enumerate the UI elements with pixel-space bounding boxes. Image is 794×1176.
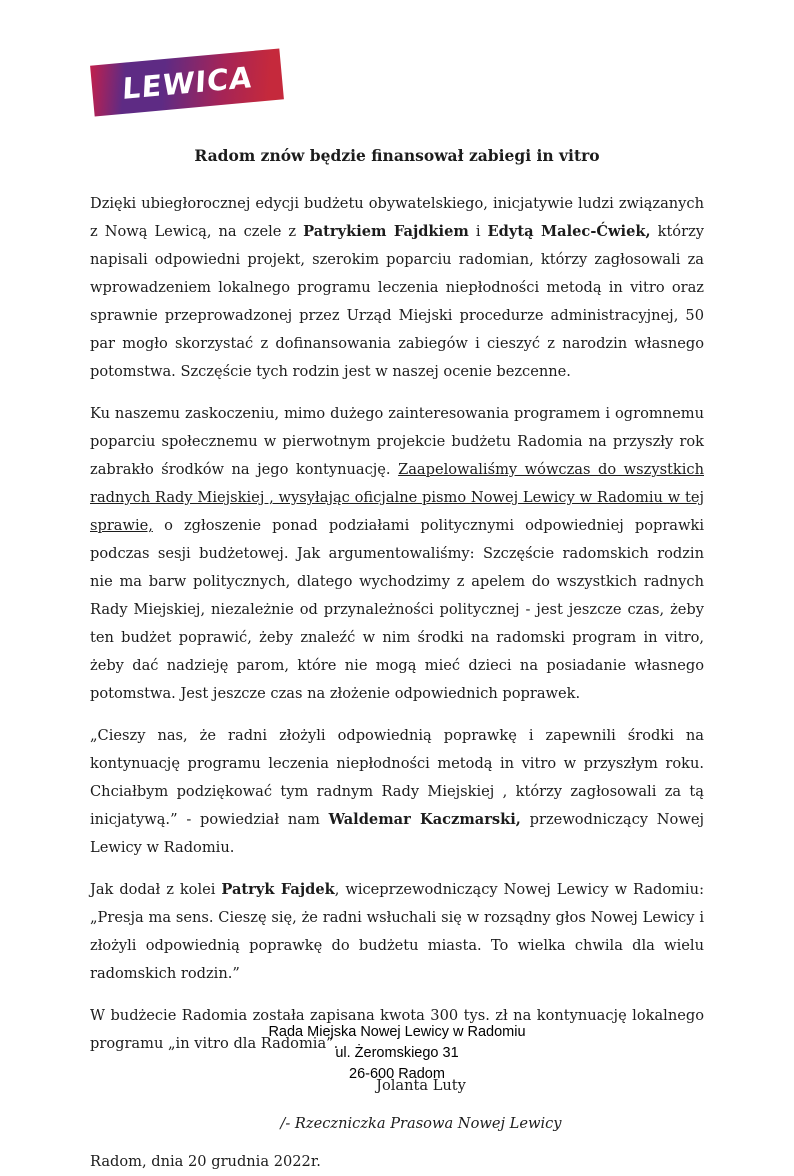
footer-postal-city: 26-600 Radom (349, 1066, 445, 1082)
footer-street: ul. Żeromskiego 31 (335, 1045, 459, 1061)
signature-role: /- Rzeczniczka Prasowa Nowej Lewicy (280, 1115, 562, 1132)
lewica-logo (90, 48, 284, 116)
press-release-text (90, 190, 704, 1058)
footer-address-block (0, 1022, 794, 1085)
paragraph-budget-amount: W budżecie Radomia została zapisana kwota 300 tys. zł na kontynuację lokalnego programu „in vitro dla Radomia”. (90, 1007, 704, 1052)
press-release-title: Radom znów będzie finansował zabiegi in vitro (194, 146, 600, 165)
paragraph-appeal: Ku naszemu zaskoczeniu, mimo dużego zainteresowania programem i ogromnemu poparciu społecznemu w pierwotnym projekcie budżetu Radomia na przyszły rok zabrakło środków na jego kontynuację. Zaapelowaliśmy wówczas do wszystkich radnych Rady Miejskiej , wysyłając oficjalne pismo Nowej Lewicy w Radomiu w tej sprawie, o zgłoszenie ponad podziałami politycznymi odpowiedniej poprawki podczas sesji budżetowej. Jak argumentowaliśmy: Szczęście radomskich rodzin nie ma barw politycznych, dlatego wychodzimy z apelem do wszystkich radnych Rady Miejskiej, niezależnie od przynależności politycznej - jest jeszcze czas, żeby ten budżet poprawić, żeby znaleźć w nim środki na radomski program in vitro, żeby dać nadzieję parom, które nie mogą mieć dzieci na posiadanie własnego potomstwa. Jest jeszcze czas na złożenie odpowiednich poprawek. (90, 405, 704, 702)
dateline: Radom, dnia 20 grudnia 2022r. (90, 1153, 321, 1170)
paragraph-quote-fajdek: Jak dodał z kolei Patryk Fajdek, wiceprzewodniczący Nowej Lewicy w Radomiu: „Presja ma sens. Cieszę się, że radni wsłuchali się w rozsądny głos Nowej Lewicy i złożyli odpowiednią poprawkę do budżetu miasta. To wielka chwila dla wielu radomskich rodzin.” (90, 881, 704, 982)
signature-name: Jolanta Luty (376, 1077, 466, 1094)
lewica-logo-text: LEWICA (121, 59, 253, 106)
footer-organization: Rada Miejska Nowej Lewicy w Radomiu (268, 1024, 526, 1040)
paragraph-quote-kaczmarski: „Cieszy nas, że radni złożyli odpowiednią poprawkę i zapewnili środki na kontynuację programu leczenia niepłodności metodą in vitro w przyszłym roku. Chciałbym podziękować tym radnym Rady Miejskiej , którzy zagłosowali za tą inicjatywą.” - powiedział nam Waldemar Kaczmarski, przewodniczący Nowej Lewicy w Radomiu. (90, 727, 704, 856)
paragraph-intro: Dzięki ubiegłorocznej edycji budżetu obywatelskiego, inicjatywie ludzi związanych z Nową Lewicą, na czele z Patrykiem Fajdkiem i Edytą Malec-Ćwiek, którzy napisali odpowiedni projekt, szerokim poparciu radomian, którzy zagłosowali za wprowadzeniem lokalnego programu leczenia niepłodności metodą in vitro oraz sprawnie przeprowadzonej przez Urząd Miejski procedurze administracyjnej, 50 par mogło skorzystać z dofinansowania zabiegów i cieszyć z narodzin własnego potomstwa. Szczęście tych rodzin jest w naszej ocenie bezcenne. (90, 195, 704, 380)
